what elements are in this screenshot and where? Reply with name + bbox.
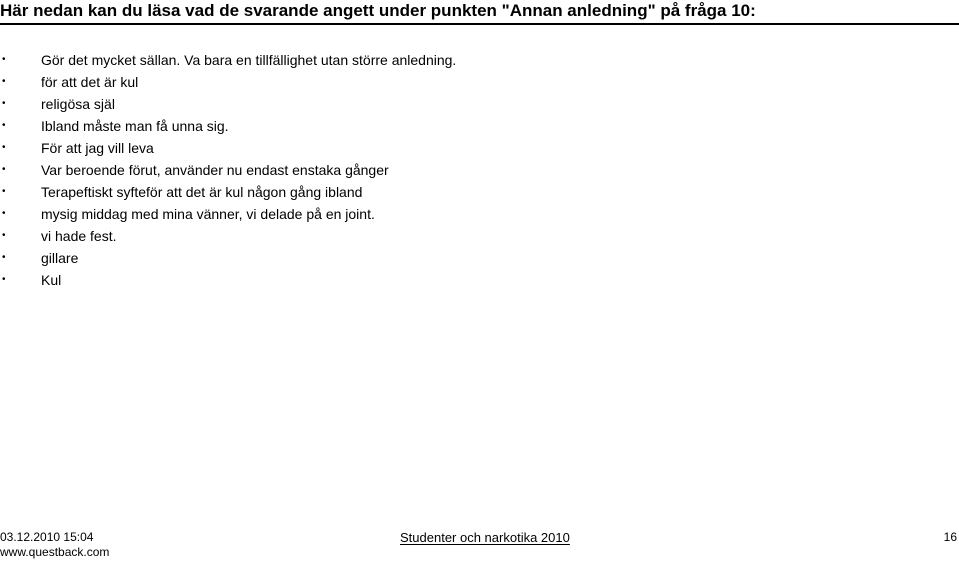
footer-site: www.questback.com [0,545,110,559]
answer-text: Gör det mycket sällan. Va bara en tillfällighet utan större anledning. [41,52,457,68]
bullet-icon: • [2,142,6,153]
heading-divider [0,23,959,25]
answer-text: Ibland måste man få unna sig. [41,118,229,134]
bullet-icon: • [2,252,6,263]
bullet-icon: • [2,76,6,87]
footer-title: Studenter och narkotika 2010 [400,530,570,545]
bullet-icon: • [2,98,6,109]
answer-text: Var beroende förut, använder nu endast enstaka gånger [41,162,389,178]
answer-text: Kul [41,272,62,288]
answer-text: gillare [41,250,79,266]
answer-text: religösa själ [41,96,115,112]
answer-text: för att det är kul [41,74,139,90]
page-number: 16 [943,530,957,544]
bullet-icon: • [2,164,6,175]
question-heading: Här nedan kan du läsa vad de svarande angett under punkten "Annan anledning" på fråga 10: [0,1,756,20]
bullet-icon: • [2,208,6,219]
answer-text: vi hade fest. [41,228,117,244]
bullet-icon: • [2,274,6,285]
bullet-icon: • [2,54,6,65]
bullet-icon: • [2,186,6,197]
bullet-icon: • [2,230,6,241]
answer-text: Terapeftiskt syfteför att det är kul någon gång ibland [41,184,363,200]
bullet-icon: • [2,120,6,131]
footer-date: 03.12.2010 15:04 [0,530,94,544]
answer-text: mysig middag med mina vänner, vi delade på en joint. [41,206,375,222]
answer-text: För att jag vill leva [41,140,154,156]
